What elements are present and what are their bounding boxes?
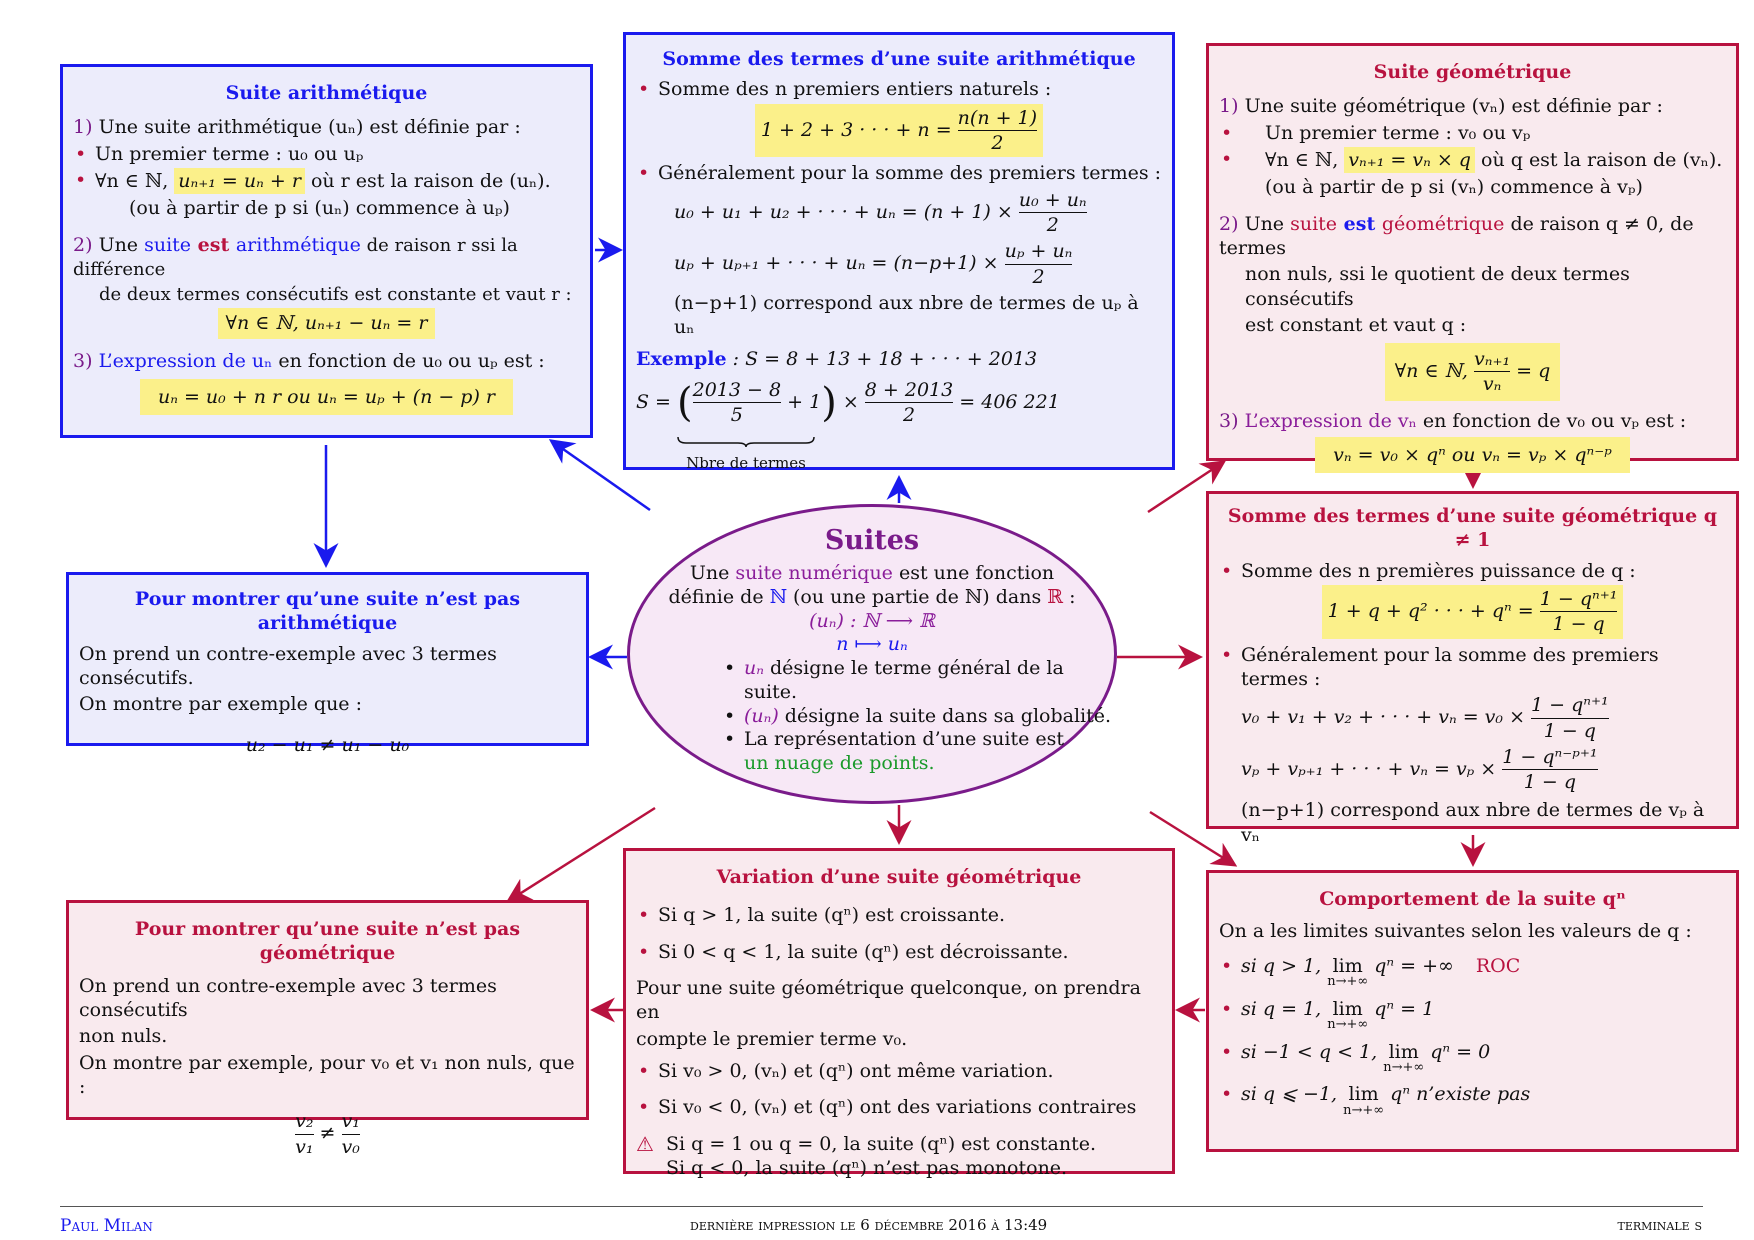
arith-title: Suite arithmétique xyxy=(225,82,428,104)
sum-arith-f1: u₀ + u₁ + u₂ + · · · + uₙ = (n + 1) × $\frac{\text{u₀ + uₙ}}{2}$ xyxy=(674,188,1087,236)
footer-rule xyxy=(60,1206,1703,1207)
example-label: Exemple xyxy=(636,348,727,371)
not-arith-l2: On montre par exemple que : xyxy=(79,693,362,716)
center-ellipse: Suites Une suite numérique est une fonction définie de ℕ (ou une partie de ℕ) dans ℝ : (uₙ) : ℕ ⟶ ℝ n ⟼ uₙ • uₙ désigne le terme général de la suite. • (uₙ) désigne la suite dans sa globalité. • La représentation d’une suite est un nuage de points. xyxy=(627,504,1117,804)
arith-recurrence: • ∀n ∈ ℕ, uₙ₊₁ = uₙ + r où r est la raison de (uₙ). xyxy=(73,168,580,194)
center-bullet-3: • La représentation d’une suite est un nuage de points. xyxy=(722,728,1084,776)
brace-label: Nbre de termes xyxy=(686,453,806,472)
comp-box xyxy=(1206,870,1739,1152)
sum-geo-b1: • Somme des n premières puissance de q : xyxy=(1219,559,1726,583)
var-p2: compte le premier terme v₀. xyxy=(636,1027,908,1050)
geo-char-formula: ∀n ∈ ℕ, $\frac{\text{vₙ₊₁}}{\text{vₙ}}$ = q xyxy=(1385,343,1561,401)
var-b1: • Si q > 1, la suite (qⁿ) est croissante. xyxy=(636,903,1162,927)
sum-geo-box xyxy=(1206,491,1739,846)
geo-first-term: • Un premier terme : v₀ ou vₚ xyxy=(1219,121,1726,145)
not-geo-box xyxy=(66,900,589,1158)
not-arith-formula: u₂ − u₁ ≠ u₁ − u₀ xyxy=(245,733,410,756)
sum-geo-f1: v₀ + v₁ + v₂ + · · · + vₙ = v₀ × $\frac{\text{1 − qⁿ⁺¹}}{1 - q}$ xyxy=(1241,694,1609,742)
comp-r2: • si q = 1, lim n→+∞ qⁿ = 1 xyxy=(1219,997,1726,1034)
not-geo-l2: non nuls. xyxy=(79,1025,168,1048)
not-arith-box xyxy=(66,572,589,756)
brace-icon xyxy=(676,435,816,447)
not-geo-formula: $\frac{\text{v₂}}{\text{v₁}}$ ≠ $\frac{\text{v₁}}{\text{v₀}}$ xyxy=(295,1110,360,1158)
sum-geo-f3: (n−p+1) correspond aux nbre de termes de vₚ à vₙ xyxy=(1241,799,1705,846)
arith-char-formula: ∀n ∈ ℕ, uₙ₊₁ − uₙ = r xyxy=(218,308,436,338)
sum-arith-box: Somme des termes d’une suite arithmétique • Somme des n premiers entiers naturels : 1 + 2 + 3 · · · + n = $\frac{n(n + 1)}{2}$ • Généralement pour la somme des premiers termes : u₀ + u₁ + u₂ + · · · + uₙ = (n + 1) × $\frac{\text{u₀ + uₙ}}{2}$ uₚ + uₚ₊₁ + · · · + uₙ = (n−p+1) × $\frac{\text{uₚ + uₙ}}{2}$ (n−p+1) correspond aux nbre de termes de uₚ à uₙ Exemple : S = 8 + 13 + 18 + · · · + 2013 S = ( $\frac{2013 - 8}{5}$ + 1) × $\frac{8 + 2013}{2}$ = 406 221 Nbre de termes xyxy=(623,32,1175,470)
sum-powers-formula: 1 + q + q² · · · + qⁿ = $\frac{\text{1 − qⁿ⁺¹}}{1 - q}$ xyxy=(1322,585,1624,639)
sum-geo-f2: vₚ + vₚ₊₁ + · · · + vₙ = vₚ × $\frac{\text{1 − qⁿ⁻ᵖ⁺¹}}{1 - q}$ xyxy=(1241,745,1598,794)
not-geo-l3: On montre par exemple, pour v₀ et v₁ non nuls, que : xyxy=(79,1051,575,1098)
center-function-map: n ⟼ uₙ xyxy=(836,633,908,656)
sum-arith-b1: • Somme des n premiers entiers naturels : xyxy=(636,77,1162,101)
comp-intro: On a les limites suivantes selon les valeurs de q : xyxy=(1219,920,1692,943)
sum-geo-title: Somme des termes d’une suite géométrique q ≠ 1 xyxy=(1227,505,1718,552)
geo-note: (ou à partir de p si (vₙ) commence à vₚ) xyxy=(1265,176,1643,199)
var-geo-box xyxy=(623,848,1175,1179)
geo-recurrence: • ∀n ∈ ℕ, vₙ₊₁ = vₙ × q où q est la raison de (vₙ). xyxy=(1219,147,1726,173)
footer-author: Paul Milan xyxy=(60,1216,153,1236)
geo-explicit-formula: vₙ = v₀ × qⁿ ou vₙ = vₚ × qⁿ⁻ᵖ xyxy=(1315,437,1630,473)
item-number: 1) xyxy=(73,116,93,139)
comp-r4: • si q ⩽ −1, lim n→+∞ qⁿ n’existe pas xyxy=(1219,1082,1726,1119)
comp-r3: • si −1 < q < 1, lim n→+∞ qⁿ = 0 xyxy=(1219,1040,1726,1077)
geo-box: Suite géométrique 1) Une suite géométrique (vₙ) est définie par : • Un premier terme : v₀ ou vₚ • ∀n ∈ ℕ, vₙ₊₁ = vₙ × q où q est la raison de (vₙ). (ou à partir de p si (vₙ) commence à vₚ) 2) Une suite est géométrique de raison q ≠ 0, de termes non nuls, ssi le quotient de deux termes consécutifs est constant et vaut q : ∀n ∈ ℕ, $\frac{\text{vₙ₊₁}}{\text{vₙ}}$ = q 3) L’expression de vₙ en fonction de v₀ ou vₚ est : vₙ = v₀ × qⁿ ou vₙ = vₚ × qⁿ⁻ᵖ xyxy=(1206,43,1739,461)
center-function-def: (uₙ) : ℕ ⟶ ℝ xyxy=(809,609,935,632)
center-title: Suites xyxy=(824,525,920,556)
not-arith-title: Pour montrer qu’une suite n’est pas arithmétique xyxy=(134,588,521,635)
arith-recurrence-formula: uₙ₊₁ = uₙ + r xyxy=(174,168,305,194)
var-b4: • Si v₀ < 0, (vₙ) et (qⁿ) ont des variations contraires xyxy=(636,1095,1162,1119)
arith-box: Suite arithmétique 1) Une suite arithmétique (uₙ) est définie par : • Un premier terme : u₀ ou uₚ • ∀n ∈ ℕ, uₙ₊₁ = uₙ + r où r est la raison de (uₙ). (ou à partir de p si (uₙ) commence à uₚ) 2) Une suite est arithmétique de raison r ssi la différence de deux termes consécutifs est constante et vaut r : ∀n ∈ ℕ, uₙ₊₁ − uₙ = r 3) L’expression de uₙ en fonction de u₀ ou uₚ est : uₙ = u₀ + n r ou uₙ = uₚ + (n − p) r xyxy=(60,64,593,438)
center-bullet-2: • (uₙ) désigne la suite dans sa globalité. xyxy=(722,705,1114,729)
warning-icon: ⚠ xyxy=(636,1131,654,1156)
sum-arith-f3: (n−p+1) correspond aux nbre de termes de uₚ à uₙ xyxy=(674,291,1139,339)
footer-class: terminale s xyxy=(1617,1216,1702,1234)
arith-explicit-formula: uₙ = u₀ + n r ou uₙ = uₚ + (n − p) r xyxy=(140,379,513,415)
geo-recurrence-formula: vₙ₊₁ = vₙ × q xyxy=(1344,147,1475,173)
var-b3: • Si v₀ > 0, (vₙ) et (qⁿ) ont même variation. xyxy=(636,1059,1162,1083)
roc-badge: ROC xyxy=(1475,954,1521,977)
not-arith-l1: On prend un contre-exemple avec 3 termes consécutifs. xyxy=(79,642,497,689)
sum-arith-title: Somme des termes d’une suite arithmétique xyxy=(662,48,1136,70)
arith-first-term: • Un premier terme : u₀ ou uₚ xyxy=(73,142,580,166)
sum-geo-b2: • Généralement pour la somme des premiers termes : xyxy=(1219,643,1726,692)
comp-title: Comportement de la suite qⁿ xyxy=(1319,888,1626,910)
sum-arith-f2: uₚ + uₚ₊₁ + · · · + uₙ = (n−p+1) × $\frac{\text{uₚ + uₙ}}{2}$ xyxy=(674,240,1073,288)
not-geo-l1: On prend un contre-exemple avec 3 termes consécutifs xyxy=(79,974,497,1021)
sum-integers-formula: 1 + 2 + 3 · · · + n = $\frac{n(n + 1)}{2}$ xyxy=(755,104,1043,158)
arith-note: (ou à partir de p si (uₙ) commence à uₚ) xyxy=(129,197,510,220)
comp-r1: • si q > 1, lim n→+∞ qⁿ = +∞ ROC xyxy=(1219,954,1726,991)
not-geo-title: Pour montrer qu’une suite n’est pas géométrique xyxy=(134,918,521,965)
arith-char-text: de deux termes consécutifs est constante et vaut r : xyxy=(99,284,572,306)
var-warning: ⚠ Si q = 1 ou q = 0, la suite (qⁿ) est constante. Si q < 0, la suite (qⁿ) n’est pas monotone. xyxy=(636,1131,1096,1179)
var-b2: • Si 0 < q < 1, la suite (qⁿ) est décroissante. xyxy=(636,940,1162,964)
var-geo-title: Variation d’une suite géométrique xyxy=(716,866,1082,888)
sum-arith-b2: • Généralement pour la somme des premiers termes : xyxy=(636,161,1162,185)
geo-title: Suite géométrique xyxy=(1373,61,1572,83)
var-p1: Pour une suite géométrique quelconque, on prendra en xyxy=(636,976,1141,1024)
sum-arith-example: S = ( $\frac{2013 - 8}{5}$ + 1) × $\frac{8 + 2013}{2}$ = 406 221 xyxy=(636,378,1060,427)
geo-char-text-2: est constant et vaut q : xyxy=(1245,313,1467,336)
geo-def-text: Une suite géométrique (vₙ) est définie par : xyxy=(1244,95,1663,118)
geo-char-text: non nuls, ssi le quotient de deux termes consécutifs xyxy=(1245,263,1630,310)
arith-def-text: Une suite arithmétique (uₙ) est définie par : xyxy=(98,116,521,139)
footer-print: dernière impression le 6 décembre 2016 à 13:49 xyxy=(690,1216,1048,1234)
center-bullet-1: • uₙ désigne le terme général de la suite. xyxy=(722,657,1114,705)
